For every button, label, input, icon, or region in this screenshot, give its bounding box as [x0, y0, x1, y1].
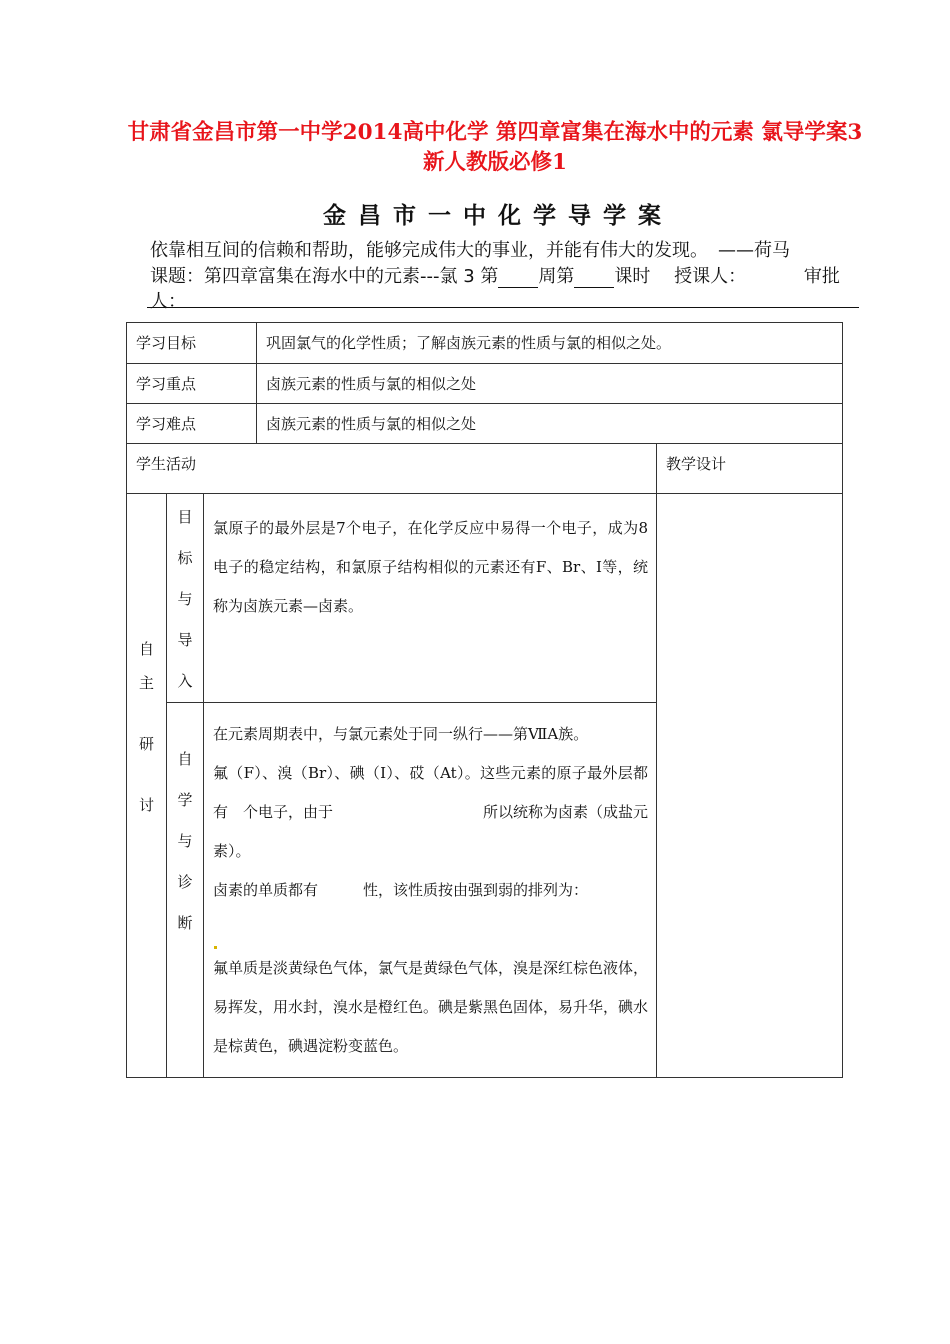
section-label-char: 主 — [138, 674, 154, 692]
sub1-label-char: 导 — [177, 631, 193, 649]
goal-label: 学习目标 — [136, 334, 197, 352]
document-title: 甘肃省金昌市第一中学2014高中化学 第四章富集在海水中的元素 氯导学案3新人教版必修1 — [127, 120, 863, 175]
sub1-text-cell — [204, 494, 657, 703]
key-label-cell — [127, 364, 257, 404]
difficulty-text: 卤族元素的性质与氯的相似之处 — [266, 415, 477, 433]
period-suffix: 课时 — [614, 266, 651, 287]
section-label-char: 讨 — [138, 796, 154, 814]
lesson-topic: 课题：第四章富集在海水中的元素---氯 3 — [150, 266, 475, 287]
sub2-label-char: 与 — [177, 832, 193, 850]
lesson-info-line — [150, 262, 840, 288]
intro-row — [127, 494, 843, 703]
key-text: 卤族元素的性质与氯的相似之处 — [266, 375, 477, 393]
motto-author: ——荷马 — [718, 240, 790, 261]
sub2-label — [167, 703, 203, 944]
teaching-design-label: 教学设计 — [666, 455, 727, 473]
section-label — [127, 629, 166, 942]
teaching-design-cell — [657, 444, 843, 494]
sub2-label-char: 断 — [177, 914, 193, 932]
difficulty-label-cell — [127, 404, 257, 444]
teacher-label: 授课人： — [674, 266, 747, 287]
period-blank — [574, 269, 614, 288]
key-row — [127, 364, 843, 404]
sub2-line-4: 氟单质是淡黄绿色气体，氯气是黄绿色气体，溴是深红棕色液体，易挥发，用水封，溴水是橙红色。碘是紫黑色固体，易升华，碘水是棕黄色，碘遇淀粉变蓝色。 — [213, 959, 649, 1055]
sub2-line-3: 卤素的单质都有 性，该性质按由强到弱的排列为： — [213, 881, 589, 899]
reviewer-label: 审批 — [803, 266, 840, 287]
activity-header-row — [127, 444, 843, 494]
student-activity-cell — [127, 444, 657, 494]
goal-row — [127, 323, 843, 364]
difficulty-label: 学习难点 — [136, 415, 197, 433]
sub1-label-char: 标 — [177, 549, 193, 567]
header-rule — [147, 307, 859, 308]
difficulty-text-cell — [257, 404, 843, 444]
sub2-label-char: 自 — [177, 750, 193, 768]
section-label-char: 自 — [138, 640, 154, 658]
teaching-design-blank — [657, 494, 843, 1078]
motto-line — [150, 236, 790, 262]
sub2-text — [204, 703, 656, 1066]
sub2-blank-line — [213, 910, 648, 949]
sub2-label-char: 学 — [177, 791, 193, 809]
sub1-label-cell — [167, 494, 204, 703]
sub1-label-char: 与 — [177, 590, 193, 608]
goal-text-cell — [257, 323, 843, 364]
sub2-label-cell — [167, 703, 204, 1078]
motto-text: 依靠相互间的信赖和帮助，能够完成伟大的事业，并能有伟大的发现。 — [150, 240, 708, 261]
week-prefix: 第 — [480, 266, 499, 287]
week-blank — [498, 269, 538, 288]
difficulty-row — [127, 404, 843, 444]
sub2-label-char: 诊 — [177, 873, 193, 891]
week-suffix: 周第 — [538, 266, 575, 287]
sub2-line-2: 氟（F）、溴（Br）、碘（I）、砹（At）。这些元素的原子最外层都有 个电子，由于 所以统称为卤素（成盐元素）。 — [213, 764, 649, 860]
sub2-text-cell — [204, 703, 657, 1078]
lesson-plan-table — [126, 322, 843, 1078]
reviewer-label-cont: 人： — [150, 291, 186, 312]
goal-text: 巩固氯气的化学性质；了解卤族元素的性质与氯的相似之处。 — [266, 334, 672, 352]
section-label-cell — [127, 494, 167, 1078]
lesson-info-line-2 — [150, 287, 186, 313]
sub1-label-char: 入 — [177, 672, 193, 690]
sub2-line-1: 在元素周期表中，与氯元素处于同一纵行——第ⅦA族。 — [213, 725, 589, 743]
sub1-text: 氯原子的最外层是7个电子，在化学反应中易得一个电子，成为8电子的稳定结构，和氯原子结构相似的元素还有F、Br、I等，统称为卤族元素—卤素。 — [213, 519, 649, 615]
key-label: 学习重点 — [136, 375, 197, 393]
section-label-char: 研 — [138, 735, 154, 753]
key-text-cell — [257, 364, 843, 404]
student-activity-label: 学生活动 — [136, 455, 197, 473]
sub1-label-char: 目 — [177, 508, 193, 526]
sub1-label — [167, 494, 203, 702]
school-heading: 金昌市一中化学导学案 — [323, 203, 673, 229]
goal-label-cell — [127, 323, 257, 364]
